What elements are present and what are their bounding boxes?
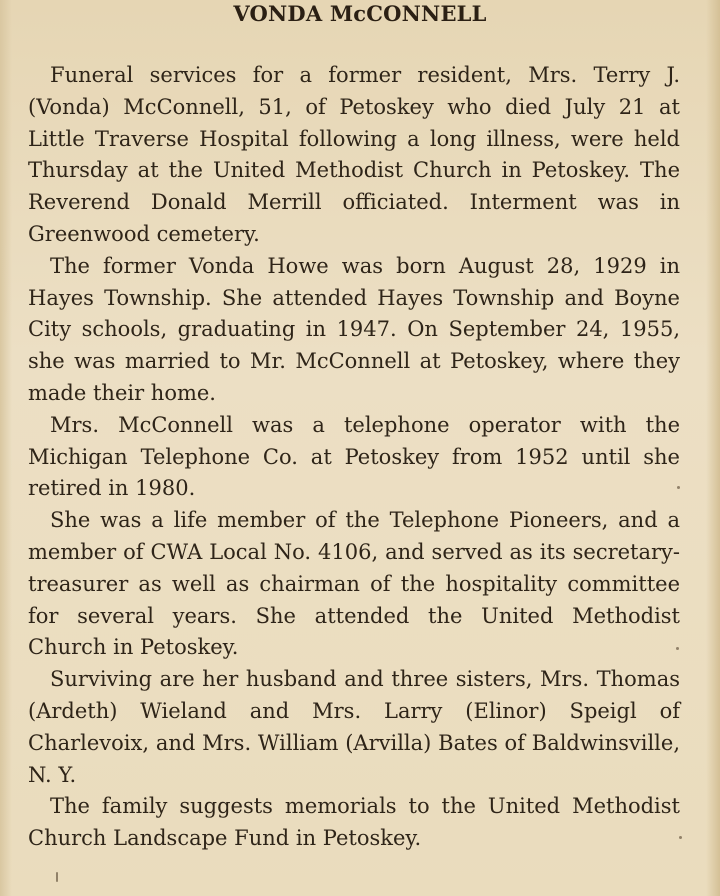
paragraph-funeral-services: Funeral services for a former resident, Mrs. Terry J. (Vonda) McConnell, 51, of Petoskey who died July 21 at Little Traverse Hospital following a long illness, were held Thursday at the United Methodist Church in Petoskey. The Reverend Donald Merrill officiated. Interment was in Greenwood cemetery.	[28, 63, 680, 246]
clipping-left-edge	[0, 0, 12, 896]
obituary-headline: VONDA McCONNELL	[233, 1, 487, 26]
paragraph-memberships: She was a life member of the Telephone Pioneers, and a member of CWA Local No. 4106, and served as its secretary-treasurer as well as chairman of the hospitality committee for several years. She attended the United Methodist Church in Petoskey.	[28, 508, 680, 660]
paper-speck	[677, 486, 680, 489]
paper-speck	[679, 836, 682, 839]
paragraph-employment: Mrs. McConnell was a telephone operator with the Michigan Telephone Co. at Petoskey from 1952 until she retired in 1980.	[28, 412, 680, 501]
paragraph-survivors: Surviving are her husband and three sisters, Mrs. Thomas (Ardeth) Wieland and Mrs. Larry (Elinor) Speigl of Charlevoix, and Mrs. William (Arvilla) Bates of Baldwinsville, N. Y.	[28, 667, 680, 787]
paper-speck	[676, 647, 679, 650]
paragraph-memorials: The family suggests memorials to the United Methodist Church Landscape Fund in Petoskey.	[28, 794, 680, 851]
paper-speck	[56, 872, 58, 882]
paragraph-birth-and-marriage: The former Vonda Howe was born August 28, 1929 in Hayes Township. She attended Hayes Township and Boyne City schools, graduating in 1947. On September 24, 1955, she was married to Mr. McConnell at Petoskey, where they made their home.	[28, 253, 680, 405]
clipping-right-edge	[706, 0, 720, 896]
obituary-body	[28, 60, 680, 855]
